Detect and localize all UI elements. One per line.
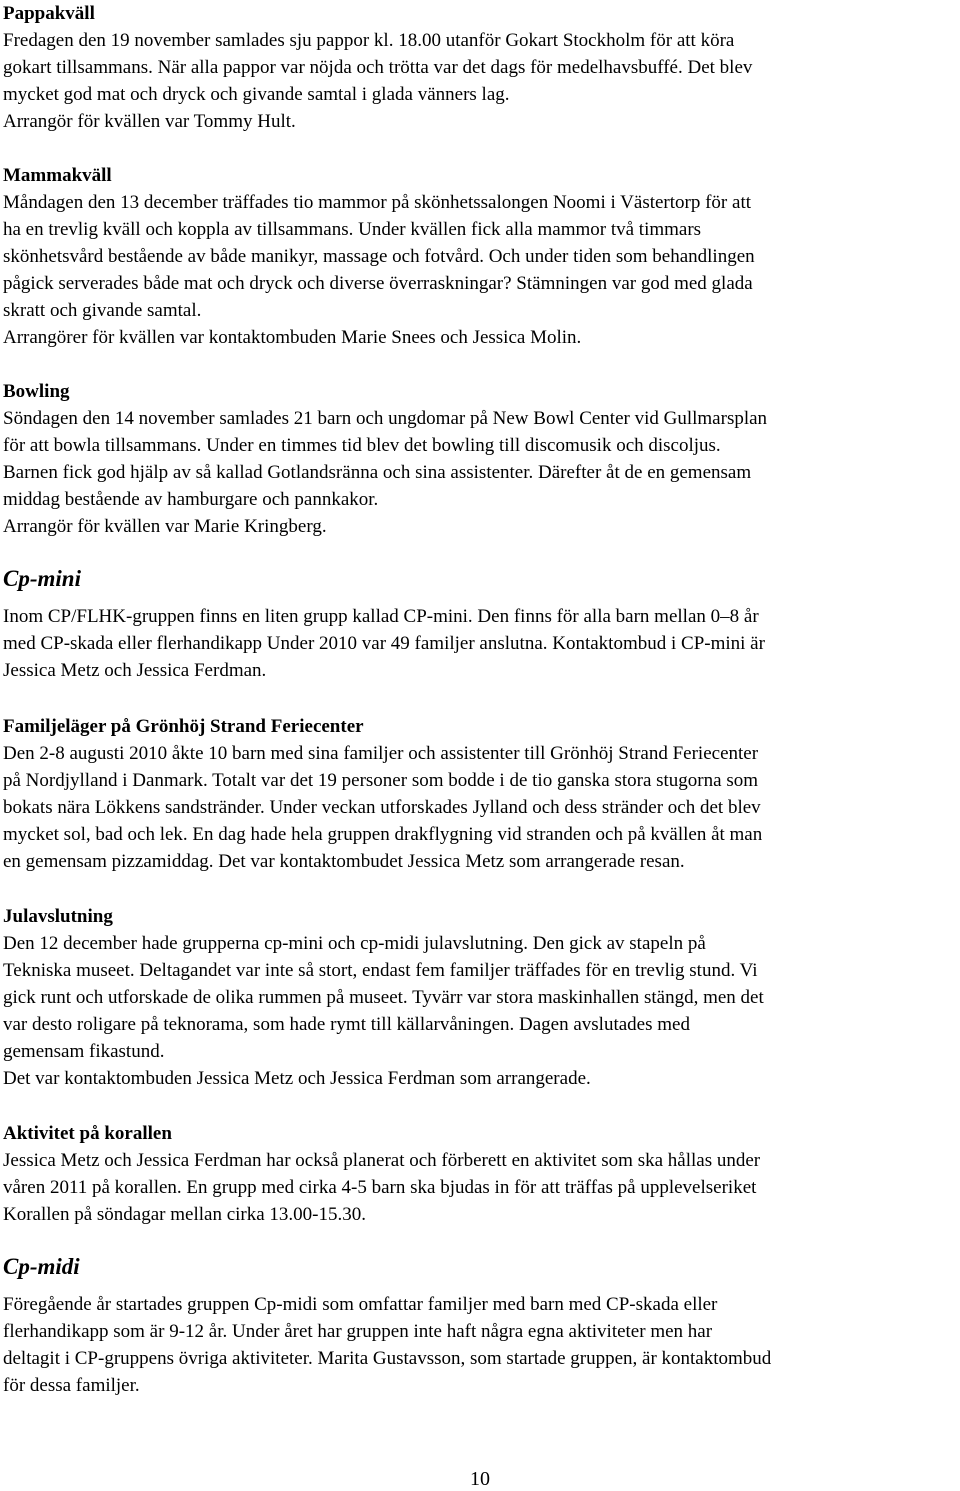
- section-body: [3, 27, 955, 135]
- body-line: Arrangörer för kvällen var kontaktombuden Marie Snees och Jessica Molin.: [3, 327, 582, 348]
- section-heading: Bowling: [3, 381, 70, 402]
- section-heading: Aktivitet på korallen: [3, 1123, 172, 1144]
- section-body: [3, 189, 955, 351]
- body-line: Den 2-8 augusti 2010 åkte 10 barn med sina familjer och assistenter till Grönhöj Strand Feriecenter: [3, 743, 759, 764]
- section-heading: Mammakväll: [3, 165, 112, 186]
- section-familjelager: [3, 713, 955, 875]
- section-korallen: [3, 1120, 955, 1228]
- body-line: våren 2011 på korallen. En grupp med cirka 4-5 barn ska bjudas in för att träffas på upplevelseriket: [3, 1177, 757, 1198]
- section-heading: Familjeläger på Grönhöj Strand Feriecenter: [3, 716, 364, 737]
- body-line: Jessica Metz och Jessica Ferdman.: [3, 660, 267, 681]
- body-line: gemensam fikastund.: [3, 1041, 165, 1062]
- body-line: bokats nära Lökkens sandstränder. Under veckan utforskades Jylland och dess stränder och det blev: [3, 797, 761, 818]
- body-line: på Nordjylland i Danmark. Totalt var det 19 personer som bodde i de tio ganska stora stugorna som: [3, 770, 758, 791]
- section-cpmidi: [3, 1252, 955, 1399]
- section-cpmini: [3, 564, 955, 684]
- section-julavslutning: [3, 903, 955, 1092]
- section-mammakvall: [3, 162, 955, 351]
- body-line: gick runt och utforskade de olika rummen på museet. Tyvärr var stora maskinhallen stängd, men det: [3, 987, 764, 1008]
- body-line: Tekniska museet. Deltagandet var inte så stort, endast fem familjer träffades för en trevlig stund. Vi: [3, 960, 758, 981]
- body-line: Fredagen den 19 november samlades sju pappor kl. 18.00 utanför Gokart Stockholm för att köra: [3, 30, 735, 51]
- body-line: Korallen på söndagar mellan cirka 13.00-15.30.: [3, 1204, 366, 1225]
- body-line: en gemensam pizzamiddag. Det var kontaktombudet Jessica Metz som arrangerade resan.: [3, 851, 685, 872]
- section-heading: Julavslutning: [3, 906, 113, 927]
- page-number: 10: [470, 1468, 490, 1490]
- body-line: för dessa familjer.: [3, 1375, 140, 1396]
- document-page: [3, 0, 955, 1399]
- body-line: för att bowla tillsammans. Under en timmes tid blev det bowling till discomusik och discoljus.: [3, 435, 721, 456]
- body-line: flerhandikapp som är 9-12 år. Under året har gruppen inte haft några egna aktiviteter men har: [3, 1321, 713, 1342]
- section-body: [3, 740, 955, 875]
- body-line: med CP-skada eller flerhandikapp Under 2010 var 49 familjer anslutna. Kontaktombud i CP-mini är: [3, 633, 765, 654]
- body-line: ha en trevlig kväll och koppla av tillsammans. Under kvällen fick alla mammor två timmars: [3, 219, 702, 240]
- body-line: mycket god mat och dryck och givande samtal i glada vänners lag.: [3, 84, 510, 105]
- section-body: [3, 405, 955, 540]
- body-line: Söndagen den 14 november samlades 21 barn och ungdomar på New Bowl Center vid Gullmarsplan: [3, 408, 768, 429]
- body-line: Den 12 december hade grupperna cp-mini och cp-midi julavslutning. Den gick av stapeln på: [3, 933, 706, 954]
- body-line: middag bestående av hamburgare och pannkakor.: [3, 489, 379, 510]
- body-line: Barnen fick god hjälp av så kallad Gotlandsränna och sina assistenter. Därefter åt de en gemensam: [3, 462, 752, 483]
- section-body: [3, 930, 955, 1092]
- section-heading: Pappakväll: [3, 3, 95, 24]
- body-line: var desto roligare på teknorama, som hade rymt till källarvåningen. Dagen avslutades med: [3, 1014, 690, 1035]
- body-line: deltagit i CP-gruppens övriga aktiviteter. Marita Gustavsson, som startade gruppen, är kontaktombud: [3, 1348, 772, 1369]
- body-line: skönhetsvård bestående av både manikyr, massage och fotvård. Och under tiden som behandlingen: [3, 246, 755, 267]
- section-body: [3, 1147, 955, 1228]
- body-line: Det var kontaktombuden Jessica Metz och Jessica Ferdman som arrangerade.: [3, 1068, 591, 1089]
- section-heading: Cp-midi: [3, 1254, 80, 1279]
- body-line: pågick serverades både mat och dryck och diverse överraskningar? Stämningen var god med glada: [3, 273, 753, 294]
- body-line: Arrangör för kvällen var Tommy Hult.: [3, 111, 296, 132]
- body-line: mycket sol, bad och lek. En dag hade hela gruppen drakflygning vid stranden och på kvällen åt man: [3, 824, 763, 845]
- section-body: [3, 1291, 955, 1399]
- body-line: gokart tillsammans. När alla pappor var nöjda och trötta var det dags för medelhavsbuffé. Det blev: [3, 57, 753, 78]
- section-bowling: [3, 378, 955, 540]
- body-line: Arrangör för kvällen var Marie Kringberg.: [3, 516, 327, 537]
- section-pappakvall: [3, 0, 955, 135]
- body-line: skratt och givande samtal.: [3, 300, 202, 321]
- body-line: Inom CP/FLHK-gruppen finns en liten grupp kallad CP-mini. Den finns för alla barn mellan 0–8 år: [3, 606, 759, 627]
- body-line: Föregående år startades gruppen Cp-midi som omfattar familjer med barn med CP-skada eller: [3, 1294, 718, 1315]
- section-body: [3, 603, 955, 684]
- body-line: Måndagen den 13 december träffades tio mammor på skönhetssalongen Noomi i Västertorp för att: [3, 192, 752, 213]
- body-line: Jessica Metz och Jessica Ferdman har också planerat och förberett en aktivitet som ska hållas under: [3, 1150, 761, 1171]
- section-heading: Cp-mini: [3, 566, 81, 591]
